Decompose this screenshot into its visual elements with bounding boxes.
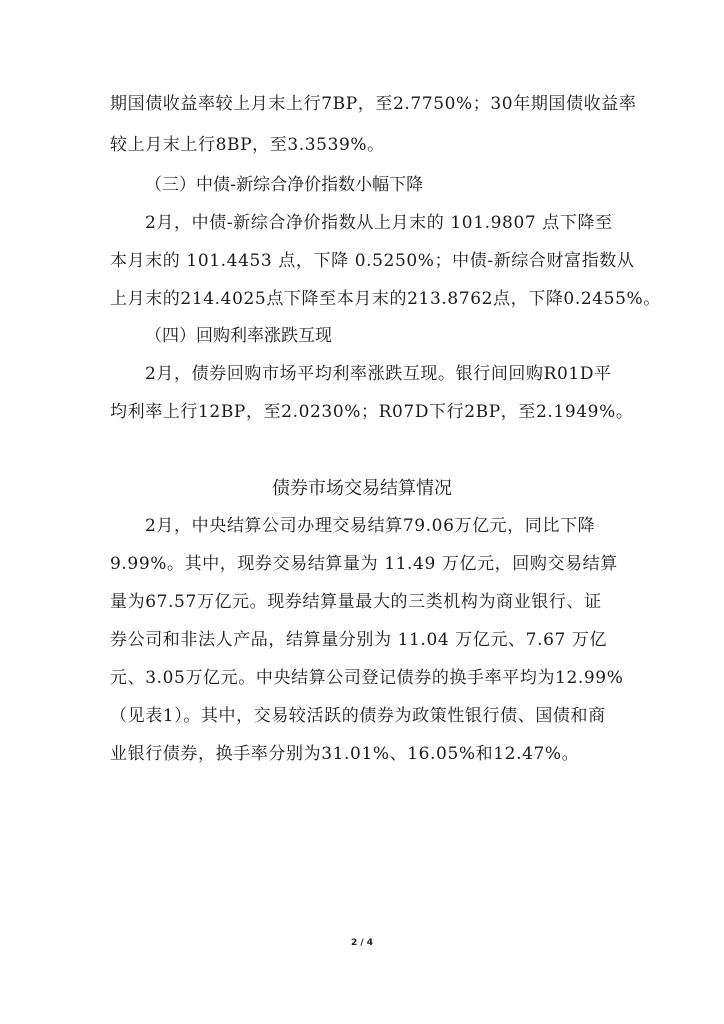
paragraph-1-line-1: 期国债收益率较上月末上行7BP，至2.7750%；30年期国债收益率: [110, 94, 637, 114]
paragraph-3-line-3: 上月末的214.4025点下降至本月末的213.8762点，下降0.2455%。: [110, 289, 661, 309]
paragraph-4-line-2: 均利率上行12BP，至2.0230%；R07D下行2BP，至2.1949%。: [110, 402, 634, 422]
paragraph-5-line-7: 业银行债券，换手率分别为31.01%、16.05%和12.47%。: [110, 744, 580, 764]
paragraph-1-line-2: 较上月末上行8BP，至3.3539%。: [110, 135, 385, 155]
paragraph-5-line-2: 9.99%。其中，现券交易结算量为 11.49 万亿元，回购交易结算: [110, 554, 618, 574]
paragraph-5-line-4: 券公司和非法人产品，结算量分别为 11.04 万亿元、7.67 万亿: [110, 630, 608, 650]
paragraph-5-line-3: 量为67.57万亿元。现券结算量最大的三类机构为商业银行、证: [110, 592, 602, 612]
page-number: 2 / 4: [350, 938, 374, 948]
paragraph-4-line-1: 2月，债券回购市场平均利率涨跌互现。银行间回购R01D平: [145, 364, 612, 384]
paragraph-3-line-1: 2月，中债-新综合净价指数从上月末的 101.9807 点下降至: [145, 213, 613, 233]
subheading-4: （四）回购利率涨跌互现: [145, 326, 332, 346]
paragraph-5-line-5: 元、3.05万亿元。中央结算公司登记债券的换手率平均为12.99%: [110, 668, 624, 688]
paragraph-5-line-1: 2月，中央结算公司办理交易结算79.06万亿元，同比下降: [145, 516, 596, 536]
paragraph-3-line-2: 本月末的 101.4453 点，下降 0.5250%；中债-新综合财富指数从: [110, 251, 635, 271]
paragraph-5-line-6: （见表1）。其中，交易较活跃的债券为政策性银行债、国债和商: [110, 706, 606, 726]
subheading-3: （三）中债-新综合净价指数小幅下降: [145, 175, 424, 195]
section-title: 债券市场交易结算情况: [272, 478, 452, 499]
